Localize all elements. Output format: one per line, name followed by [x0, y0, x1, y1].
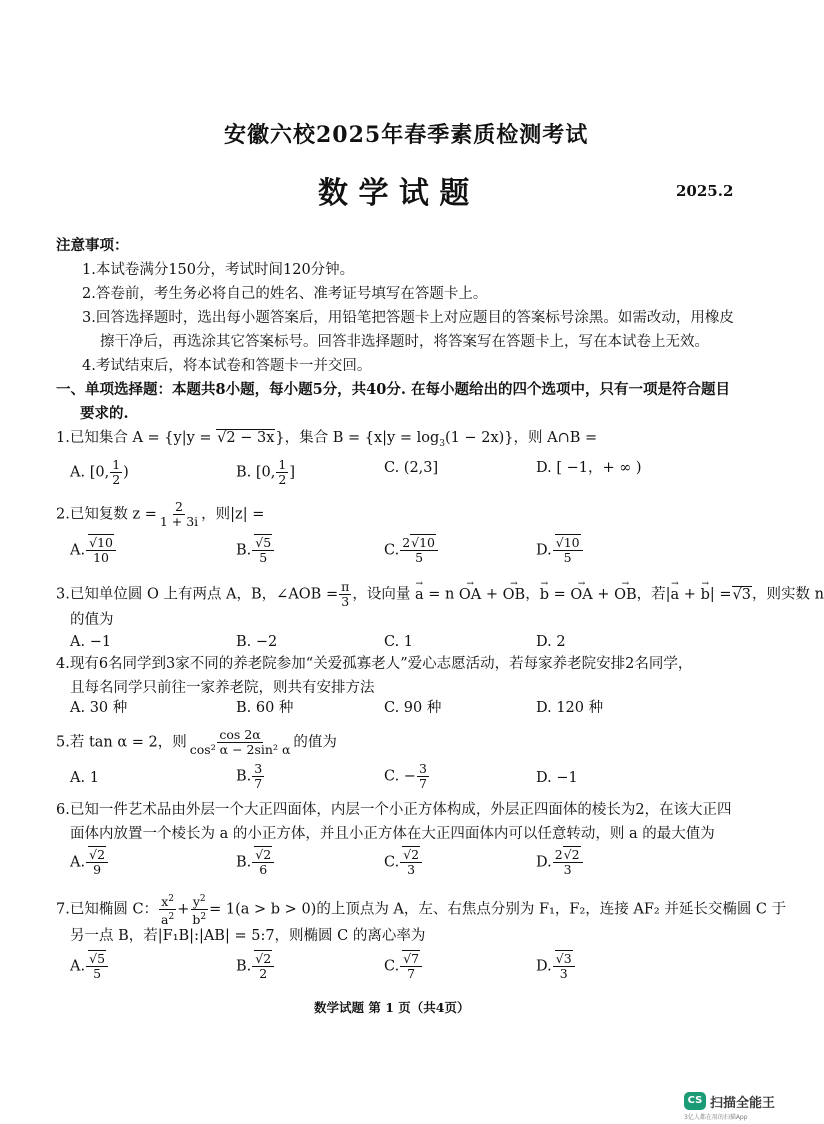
section-heading: 一、单项选择题：本题共8小题，每小题5分，共40分. 在每小题给出的四个选项中，只有一项是符合题目 — [56, 381, 730, 398]
q3-option-a: A. −1 — [70, 634, 112, 650]
q3-option-b: B. −2 — [236, 634, 278, 650]
question-6-cont: 面体内放置一个棱长为 a 的小正方体，并且小正方体在大正四面体内可以任意转动，则 a 的最大值为 — [70, 826, 715, 842]
q6-option-c: C. √ $\frac{2}{3}$ — [384, 848, 423, 877]
subject-title: 数 学 试 题 — [318, 176, 470, 211]
q1-option-d: D. [ −1，+ ∞ ) — [536, 460, 642, 476]
question-4: 4.现有6名同学到3家不同的养老院参加“关爱孤寡老人”爱心志愿活动，若每家养老院安排2名同学， — [56, 656, 693, 672]
q4-option-c: C. 90 种 — [384, 700, 442, 716]
q5-option-c: C. − $\frac{3}{7}$ — [384, 761, 427, 791]
notes-item: 擦干净后，再选涂其它答案标号。回答非选择题时，将答案写在答题卡上，写在本试卷上无效。 — [100, 334, 709, 350]
q2-option-c: C. $\frac{2√ 10}{5}$ — [384, 536, 439, 565]
q2-option-d: D. √ $\frac{10}{5}$ — [536, 536, 584, 565]
notes-heading: 注意事项： — [56, 237, 129, 254]
q7-option-a: A. √ $\frac{5}{5}$ — [70, 952, 109, 981]
q7-option-b: B. √ $\frac{2}{2}$ — [236, 952, 275, 981]
watermark-brand: 扫描全能王 — [710, 1096, 776, 1111]
question-3: 3.已知单位圆 O 上有两点 A，B，∠AOB = $\frac{\pi}{3}$ ，设向量 a → = n OA → + OB →，b → = OA → + OB →，若|a → + b →| =√ 3，则实数 n — [56, 580, 824, 609]
q3-option-c: C. 1 — [384, 634, 414, 650]
exam-title: 安徽六校2025年春季素质检测考试 — [224, 122, 589, 148]
exam-date: 2025.2 — [676, 182, 734, 200]
q7-option-c: C. √ $\frac{7}{7}$ — [384, 952, 423, 981]
q4-option-d: D. 120 种 — [536, 700, 604, 716]
q4-option-a: A. 30 种 — [70, 700, 128, 716]
q6-option-d: D. $\frac{2√ 2}{3}$ — [536, 848, 584, 877]
q3-option-d: D. 2 — [536, 634, 566, 650]
q7-option-d: D. √ $\frac{3}{3}$ — [536, 952, 576, 981]
q2-option-a: A. √ $\frac{10}{10}$ — [70, 536, 117, 565]
notes-item: 4.考试结束后，将本试卷和答题卡一并交回。 — [82, 358, 372, 374]
scanner-watermark — [676, 1088, 788, 1120]
watermark-tagline: 3亿人都在用的扫描App — [684, 1114, 748, 1121]
q2-option-b: B. √ $\frac{5}{5}$ — [236, 536, 275, 565]
q5-option-d: D. −1 — [536, 770, 578, 786]
question-7: 7.已知椭圆 C： $\frac{x^2}{a^2}$ + $\frac{y^2}{b^2}$ = 1(a > b > 0)的上顶点为 A，左、右焦点分别为 F₁，F₂，连接 AF₂ 并延长交椭圆 C 于 — [56, 894, 787, 928]
cs-logo-icon: CS — [684, 1092, 706, 1110]
notes-item: 1.本试卷满分150分，考试时间120分钟。 — [82, 262, 355, 278]
q6-option-a: A. √ $\frac{2}{9}$ — [70, 848, 109, 877]
question-3-cont: 的值为 — [70, 612, 114, 628]
q1-option-c: C. (2,3] — [384, 460, 439, 476]
page-footer: 数学试题 第 1 页（共4页） — [314, 1000, 470, 1015]
q5-option-b: B. $\frac{3}{7}$ — [236, 761, 263, 791]
question-5: 5.若 tan α = 2，则 $\frac{\cos 2\alpha}{\text{cos² α − 2sin² α}}$ 的值为 — [56, 727, 337, 757]
question-6: 6.已知一件艺术品由外层一个大正四面体，内层一个小正方体构成，外层正四面体的棱长为2，在该大正四 — [56, 802, 732, 818]
question-1: 1.已知集合 A = {y|y = √ 2 − 3x}，集合 $B = \{x|y = \log_3(1 - 2x)\}$，则 A∩B = — [56, 428, 597, 454]
q4-option-b: B. 60 种 — [236, 700, 294, 716]
question-4-cont: 且每名同学只前往一家养老院，则共有安排方法 — [70, 680, 375, 696]
question-7-cont: 另一点 B，若|F₁B|:|AB| = 5:7，则椭圆 C 的离心率为 — [70, 928, 426, 944]
q6-option-b: B. √ $\frac{2}{6}$ — [236, 848, 275, 877]
question-2: 2.已知复数 z = $\frac{2}{1 + 3i}$ ，则|z| = — [56, 499, 265, 529]
section-heading-cont: 要求的. — [80, 405, 129, 422]
q5-option-a: A. 1 — [70, 770, 99, 786]
notes-item: 3.回答选择题时，选出每小题答案后，用铅笔把答题卡上对应题目的答案标号涂黑。如需改动，用橡皮 — [82, 310, 734, 326]
notes-item: 2.答卷前，考生务必将自己的姓名、准考证号填写在答题卡上。 — [82, 286, 488, 302]
q1-option-a: A. [0, $\frac{1}{2}$ ) — [70, 457, 129, 487]
q1-option-b: B. [0, $\frac{1}{2}$ ] — [236, 457, 295, 487]
